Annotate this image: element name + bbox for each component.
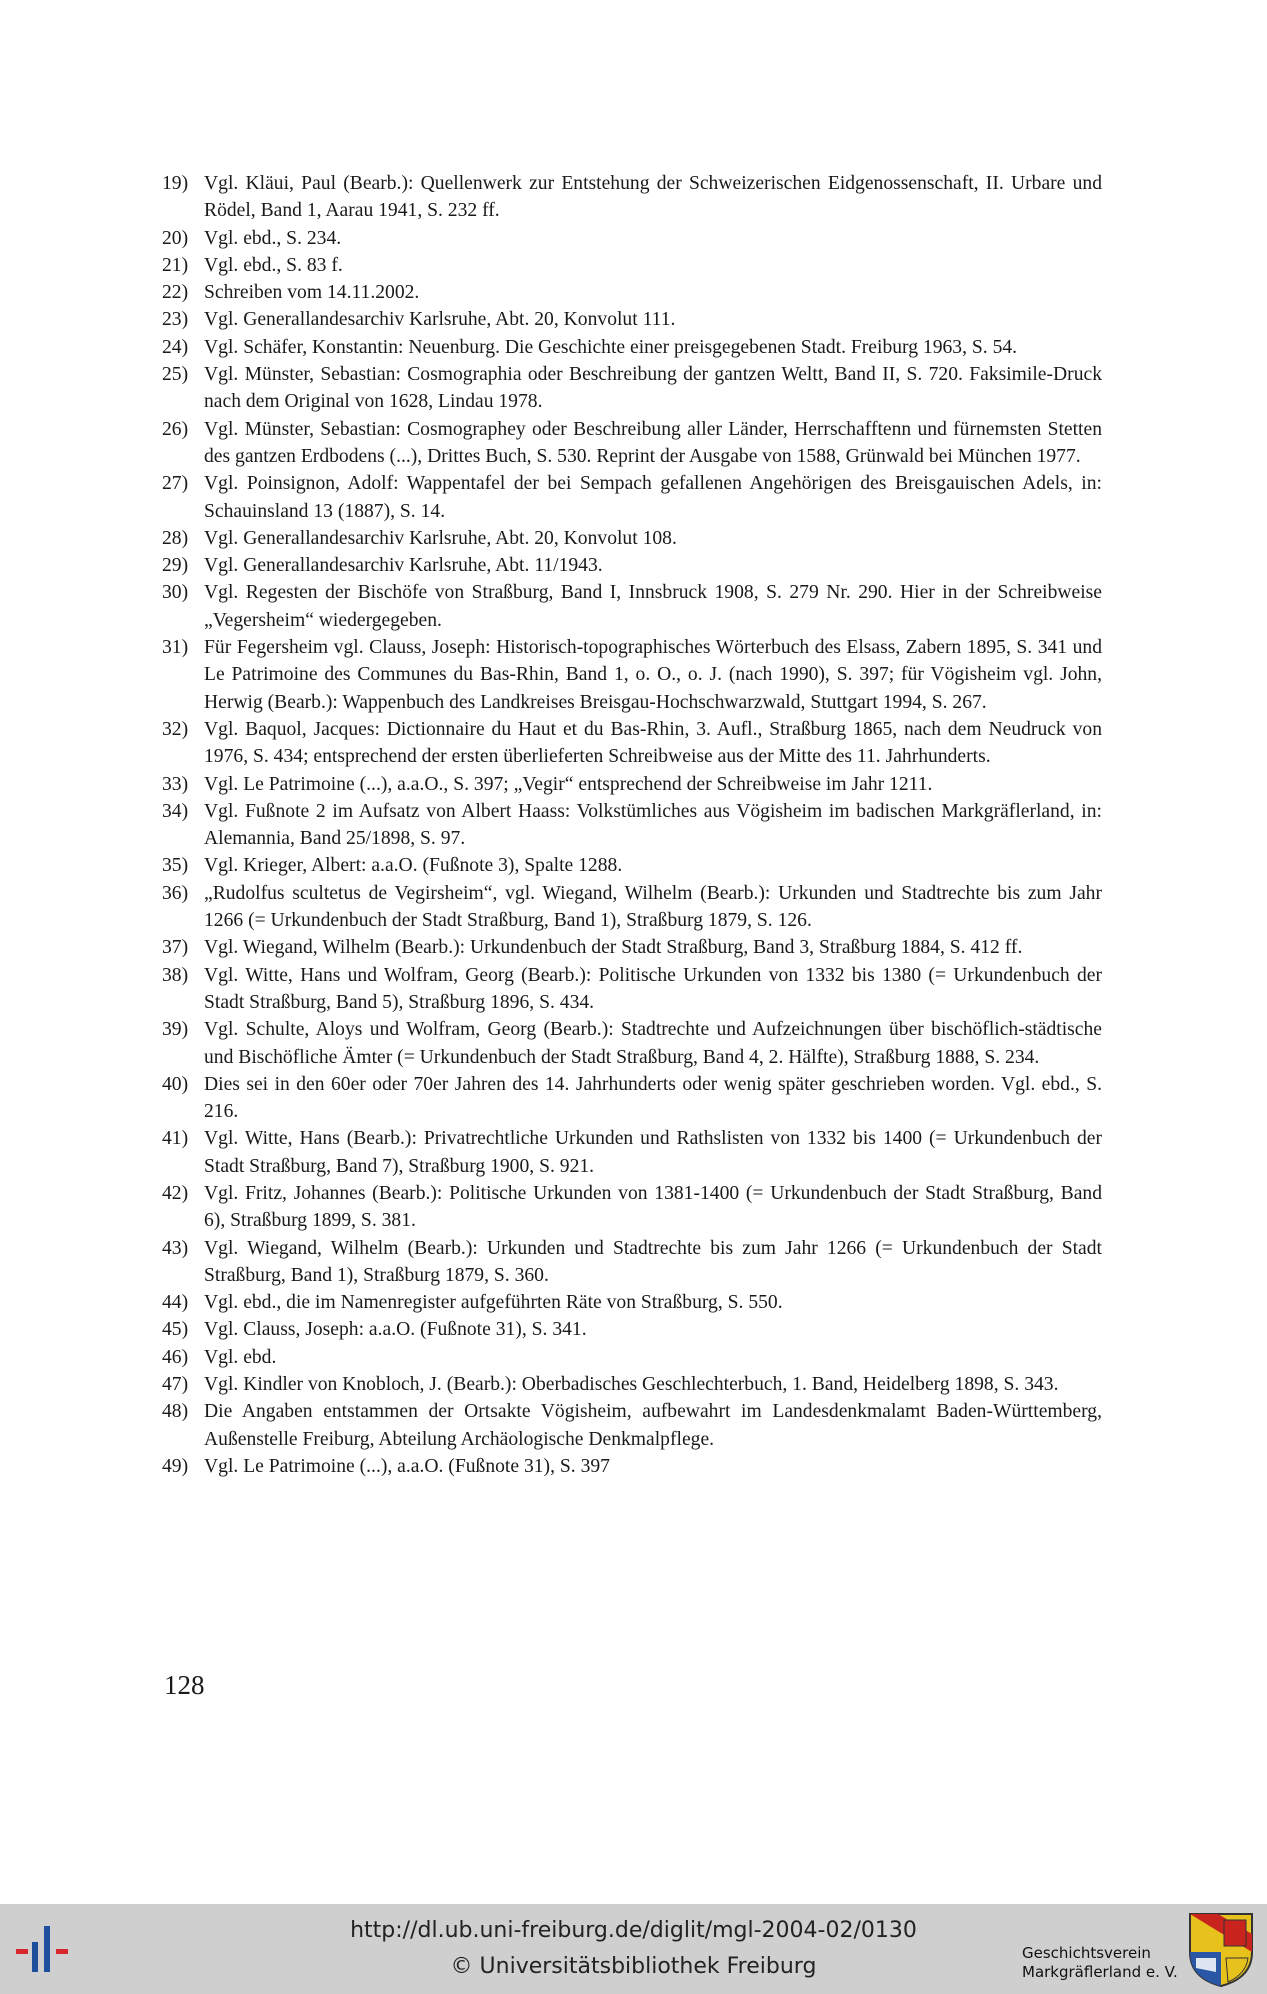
society-line-1: Geschichtsverein: [1022, 1944, 1151, 1962]
footnote-text: Vgl. Clauss, Joseph: a.a.O. (Fußnote 31), S. 341.: [204, 1319, 587, 1341]
footnote-number: 27): [162, 473, 189, 495]
page-number: 128: [164, 1670, 205, 1700]
footnote-item: [162, 634, 1102, 716]
footnote-number: 21): [162, 254, 189, 276]
footnote-item: [162, 1071, 1102, 1126]
footnote-item: [162, 771, 1102, 798]
footnote-text: Vgl. Wiegand, Wilhelm (Bearb.): Urkundenbuch der Stadt Straßburg, Band 3, Straßburg 1884, S. 412 ff.: [204, 937, 1023, 959]
footnote-text: Vgl. ebd., S. 83 f.: [204, 254, 343, 276]
footnote-text: Vgl. Generallandesarchiv Karlsruhe, Abt. 20, Konvolut 108.: [204, 527, 677, 549]
footnote-number: 19): [162, 173, 189, 194]
footnote-number: 22): [162, 282, 189, 304]
footnote-number: 38): [162, 964, 189, 986]
footnote-number: 33): [162, 773, 189, 795]
footnote-number: 26): [162, 418, 189, 440]
footnote-text: Für Fegersheim vgl. Clauss, Joseph: Historisch-topographisches Wörterbuch des Elsass, Zabern 1895, S. 341 und Le Patrimoine des Communes du Bas-Rhin, Band 1, o. O., o. J. (nach 1990), S. 397; für Vögisheim vgl. John, Herwig (Bearb.): Wappenbuch des Landkreises Breisgau-Hochschwarzwald, Stuttgart 1994, S. 267.: [204, 637, 1102, 713]
coat-of-arms-icon: [1188, 1912, 1254, 1988]
footnote-text: Dies sei in den 60er oder 70er Jahren des 14. Jahrhunderts oder wenig später geschrieben worden. Vgl. ebd., S. 216.: [204, 1073, 1102, 1123]
footnote-text: Vgl. ebd., die im Namenregister aufgeführten Räte von Straßburg, S. 550.: [204, 1292, 783, 1314]
footnote-number: 36): [162, 882, 189, 904]
footnote-text: Vgl. Baquol, Jacques: Dictionnaire du Haut et du Bas-Rhin, 3. Aufl., Straßburg 1865, nach dem Neudruck von 1976, S. 434; entsprechend der ersten überlieferten Schreibweise aus der Mitte des 11. Jahrhunderts.: [204, 718, 1102, 768]
footnote-number: 43): [162, 1237, 189, 1259]
footnote-item: [162, 279, 1102, 306]
footnote-item: [162, 852, 1102, 879]
society-line-2: Markgräflerland e. V.: [1022, 1963, 1178, 1981]
footnote-item: [162, 525, 1102, 552]
footnote-item: [162, 552, 1102, 579]
footnote-number: 34): [162, 800, 189, 822]
footnote-item: [162, 716, 1102, 771]
footnote-item: [162, 1180, 1102, 1235]
footnote-text: „Rudolfus scultetus de Vegirsheim“, vgl. Wiegand, Wilhelm (Bearb.): Urkunden und Stadtrechte bis zum Jahr 1266 (= Urkundenbuch der Stadt Straßburg, Band 1), Straßburg 1879, S. 126.: [204, 882, 1102, 932]
footnote-text: Die Angaben entstammen der Ortsakte Vögisheim, aufbewahrt im Landesdenkmalamt Baden-Württemberg, Außenstelle Freiburg, Abteilung Archäologische Denkmalpflege.: [204, 1401, 1102, 1450]
footnote-number: 31): [162, 637, 189, 659]
footnote-text: Vgl. Münster, Sebastian: Cosmographia oder Beschreibung der gantzen Weltt, Band II, S. 720. Faksimile-Druck nach dem Original von 1628, Lindau 1978.: [204, 364, 1102, 413]
footnote-item: [162, 170, 1102, 225]
footnote-number: 28): [162, 527, 189, 549]
footnote-item: [162, 880, 1102, 935]
footnote-text: Vgl. Fußnote 2 im Aufsatz von Albert Haass: Volkstümliches aus Vögisheim im badischen Markgräflerland, in: Alemannia, Band 25/1898, S. 97.: [204, 800, 1102, 850]
footnote-item: [162, 1235, 1102, 1290]
footnote-item: [162, 1371, 1102, 1398]
footnote-text: Vgl. Schulte, Aloys und Wolfram, Georg (Bearb.): Stadtrechte und Aufzeichnungen über bischöflich-städtische und Bischöfliche Ämter (= Urkundenbuch der Stadt Straßburg, Band 4, 2. Hälfte), Straßburg 1888, S. 234.: [204, 1019, 1102, 1068]
footnote-text: Schreiben vom 14.11.2002.: [204, 282, 420, 304]
footnote-number: 30): [162, 582, 189, 604]
footnote-text: Vgl. Regesten der Bischöfe von Straßburg, Band I, Innsbruck 1908, S. 279 Nr. 290. Hier in der Schreibweise „Vegersheim“ wiedergegeben.: [204, 582, 1102, 631]
footnote-text: Vgl. Kindler von Knobloch, J. (Bearb.): Oberbadisches Geschlechterbuch, 1. Band, Heidelberg 1898, S. 343.: [204, 1374, 1059, 1396]
footnote-text: Vgl. Generallandesarchiv Karlsruhe, Abt. 20, Konvolut 111.: [204, 309, 676, 331]
footnote-item: [162, 934, 1102, 961]
footnote-number: 46): [162, 1346, 189, 1368]
footnote-number: 45): [162, 1319, 189, 1341]
footer-bar: [0, 1904, 1267, 1994]
footnote-item: [162, 225, 1102, 252]
footnote-number: 20): [162, 227, 189, 249]
footnote-number: 29): [162, 555, 189, 577]
footnote-number: 37): [162, 937, 189, 959]
footer-url-link[interactable]: http://dl.ub.uni-freiburg.de/diglit/mgl-2004-02/0130: [350, 1918, 917, 1943]
footnote-number: 39): [162, 1019, 189, 1041]
footnote-number: 42): [162, 1182, 189, 1204]
footnote-item: [162, 416, 1102, 471]
footnote-text: Vgl. Le Patrimoine (...), a.a.O. (Fußnote 31), S. 397: [204, 1455, 610, 1477]
footnote-item: [162, 1289, 1102, 1316]
footnote-text: Vgl. Krieger, Albert: a.a.O. (Fußnote 3), Spalte 1288.: [204, 855, 623, 877]
footnote-text: Vgl. Witte, Hans und Wolfram, Georg (Bearb.): Politische Urkunden von 1332 bis 1380 (= Urkundenbuch der Stadt Straßburg, Band 5), Straßburg 1896, S. 434.: [204, 964, 1102, 1013]
footnote-text: Vgl. Generallandesarchiv Karlsruhe, Abt. 11/1943.: [204, 555, 603, 577]
footnote-item: [162, 1016, 1102, 1071]
footnote-number: 40): [162, 1073, 189, 1095]
footnote-item: [162, 252, 1102, 279]
footnote-text: Vgl. Wiegand, Wilhelm (Bearb.): Urkunden und Stadtrechte bis zum Jahr 1266 (= Urkundenbuch der Stadt Straßburg, Band 1), Straßburg 1879, S. 360.: [204, 1237, 1102, 1286]
footnote-text: Vgl. ebd.: [204, 1346, 277, 1368]
footnote-item: [162, 1316, 1102, 1343]
footnote-item: [162, 1344, 1102, 1371]
footnote-item: [162, 962, 1102, 1017]
footnote-item: [162, 334, 1102, 361]
footnote-number: 41): [162, 1128, 189, 1150]
footnote-text: Vgl. Witte, Hans (Bearb.): Privatrechtliche Urkunden und Rathslisten von 1332 bis 1400 (= Urkundenbuch der Stadt Straßburg, Band 7), Straßburg 1900, S. 921.: [204, 1128, 1102, 1177]
footnote-item: [162, 798, 1102, 853]
footnote-number: 48): [162, 1401, 189, 1423]
footnotes-list: [162, 170, 1102, 1480]
footnote-number: 44): [162, 1292, 189, 1314]
footnote-number: 25): [162, 364, 189, 386]
footnote-text: Vgl. Poinsignon, Adolf: Wappentafel der bei Sempach gefallenen Angehörigen des Breisgauischen Adels, in: Schauinsland 13 (1887), S. 14.: [204, 473, 1102, 522]
footnote-text: Vgl. Schäfer, Konstantin: Neuenburg. Die Geschichte einer preisgegebenen Stadt. Freiburg 1963, S. 54.: [204, 336, 1018, 358]
footnote-item: [162, 1398, 1102, 1453]
footnote-item: [162, 470, 1102, 525]
footnote-item: [162, 1125, 1102, 1180]
footnote-text: Vgl. Fritz, Johannes (Bearb.): Politische Urkunden von 1381-1400 (= Urkundenbuch der Stadt Straßburg, Band 6), Straßburg 1899, S. 381.: [204, 1182, 1102, 1232]
footnote-text: Vgl. Kläui, Paul (Bearb.): Quellenwerk zur Entstehung der Schweizerischen Eidgenossenschaft, II. Urbare und Rödel, Band 1, Aarau 1941, S. 232 ff.: [204, 173, 1102, 222]
footnote-item: [162, 579, 1102, 634]
footer-copyright: © Universitätsbibliothek Freiburg: [450, 1954, 817, 1979]
footnote-number: 47): [162, 1374, 189, 1396]
footnote-text: Vgl. Le Patrimoine (...), a.a.O., S. 397; „Vegir“ entsprechend der Schreibweise im Jahr 1211.: [204, 773, 933, 795]
footnote-item: [162, 306, 1102, 333]
footnote-number: 35): [162, 855, 189, 877]
footnote-number: 49): [162, 1455, 189, 1477]
footnote-text: Vgl. ebd., S. 234.: [204, 227, 342, 249]
footnote-number: 24): [162, 336, 189, 358]
footnote-item: [162, 1453, 1102, 1480]
footnote-item: [162, 361, 1102, 416]
footnote-number: 23): [162, 309, 189, 331]
footnote-text: Vgl. Münster, Sebastian: Cosmographey oder Beschreibung aller Länder, Herrschafftenn und fürnemsten Stetten des gantzen Erdbodens (...), Drittes Buch, S. 530. Reprint der Ausgabe von 1588, Grünwald bei München 1977.: [204, 418, 1102, 467]
society-name: [1022, 1944, 1178, 1982]
footnote-number: 32): [162, 718, 189, 740]
